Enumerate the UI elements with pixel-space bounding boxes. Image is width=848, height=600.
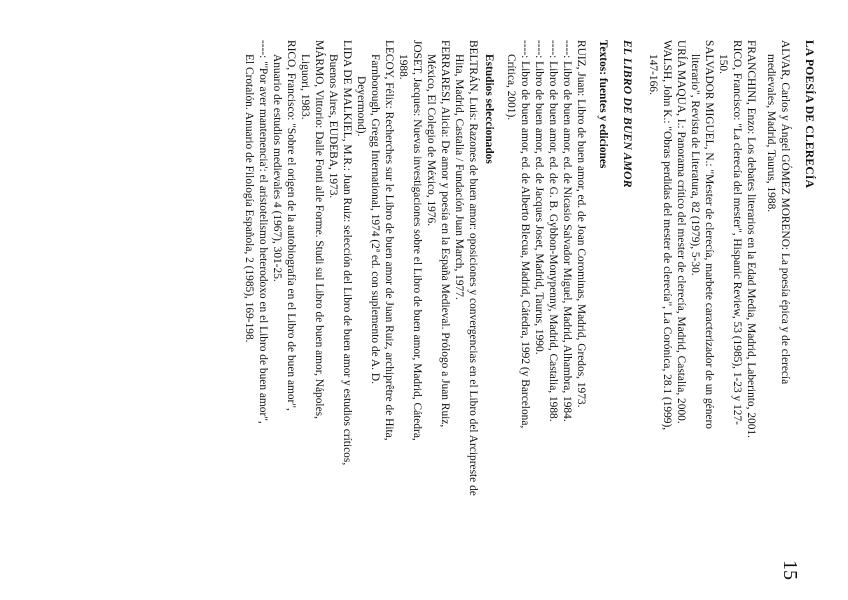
edition-entry: ----: Libro de buen amor, ed. de Alberto Blecua, Madrid, Cátedra, 1992 (y Barcelona, [519,40,531,429]
study-entry: LIDA DE MALKIEL, M.R.: Juan Ruiz: selección del Libro de buen amor y estudios críticos, [341,40,353,466]
study-entry: LECOY, Félix: Recherches sur le Libro de buen amor de Juan Ruiz, archiprêtre de Hita, [383,40,395,441]
bib-entry-cont: literario", Revista de Literatura, 82 (1979), 5-30. [689,54,701,276]
study-entry-cont: El Crotalón. Anuario de Filología Española, 2 (1985), 169-198. [243,54,255,343]
bib-entry: FRANCHINI, Enzo: Los debates literarios en la Edad Media, Madrid, Laberinto, 2001. [745,40,757,438]
study-entry: ----: "'Por aver mantenencia': el aristotelismo heterodoxo en el Libro de buen amor", [257,40,269,424]
edition-entry: ----: Libro de buen amor, ed. de Jacques Joset, Madrid, Taurus, 1990. [533,40,545,355]
study-entry-cont: Deyermond). [355,76,367,137]
study-entry-cont: 1988. [397,54,409,80]
page-content [0,40,815,600]
study-entry-cont: Hita, Madrid, Castalia / Fundación Juan March, 1977. [453,54,465,300]
edition-entry-cont: Crítica, 2001). [505,54,517,121]
bib-entry: RICO, Francisco: "La clerecía del mester", Hispanic Review, 53 (1985), 1-23 y 127- [731,40,743,425]
study-entry-cont: México, El Colegio de México, 1976. [425,54,437,227]
study-entry: FERRARESI, Alicia: De amor y poesía en la España Medieval. Prólogo a Juan Ruiz, [439,40,451,428]
bib-entry: SALVADOR MIGUEL, N.: "Mester de clerecía, marbete caracterizador de un género [703,40,715,429]
page-number: 15 [779,560,801,580]
bib-entry: URÍA MAQUA, I.: Panorama crítico del mester de clerecía, Madrid, Castalia, 2000. [675,40,687,424]
edition-entry: ----: Libro de buen amor, ed. de Nicasio Salvador Miguel, Madrid, Alhambra, 1984. [561,40,573,422]
bib-entry: WALSH, John K.: "Obras perdidas del mester de clerecía", La Corónica, 28.1 (1999), [661,40,673,431]
edition-entry: ----: Libro de buen amor, ed. de G. B. Gybbon-Monypenny, Madrid, Castalia, 1988. [547,40,559,422]
study-entry-cont: Farnborough, Gregg International, 1974 (2ª ed. con suplemento de A. D. [369,54,381,384]
study-entry-cont: Liguori, 1983. [299,54,311,120]
study-entry: JOSET, Jacques: Nuevas investigaciones sobre el Libro de buen amor, Madrid, Cátedra, [411,40,423,441]
study-entry: MÁRMO, Vittorio: Dalle Fonti alle Forme. Studi sul Libro de buen amor, Nápoles, [313,40,325,419]
study-entry: BELTRÁN, Luis: Razones de buen amor: oposiciones y convergencias en el Libro del Arcipreste de [467,40,479,496]
bib-entry-cont: medievales, Madrid, Taurus, 1988. [765,54,777,213]
page-heading: LA POESÍA DE CLERECÍA [803,40,816,189]
study-entry-cont: Anuario de estudios medievales 4 (1967), 301-25. [271,54,283,282]
bib-entry-cont: 150. [717,54,729,74]
subsection-title: Textos: fuentes y ediciones [597,40,609,169]
edition-entry: RUIZ, Juan: Libro de buen amor, ed. de Joan Corominas, Madrid, Gredos, 1973. [575,40,587,408]
bib-entry-cont: 147-166. [647,54,659,95]
section-title: EL LIBRO DE BUEN AMOR [621,40,634,188]
study-entry-cont: Buenos Aires, EUDEBA, 1973. [327,54,339,199]
subsection-title: Estudios seleccionados [483,54,495,164]
bib-entry: ALVAR, Carlos y Ángel GÓMEZ MORENO: La poesía épica y de clerecía [779,40,791,385]
study-entry: RICO, Francisco: "Sobre el origen de la autobiografía en el Libro de buen amor", [285,40,297,411]
